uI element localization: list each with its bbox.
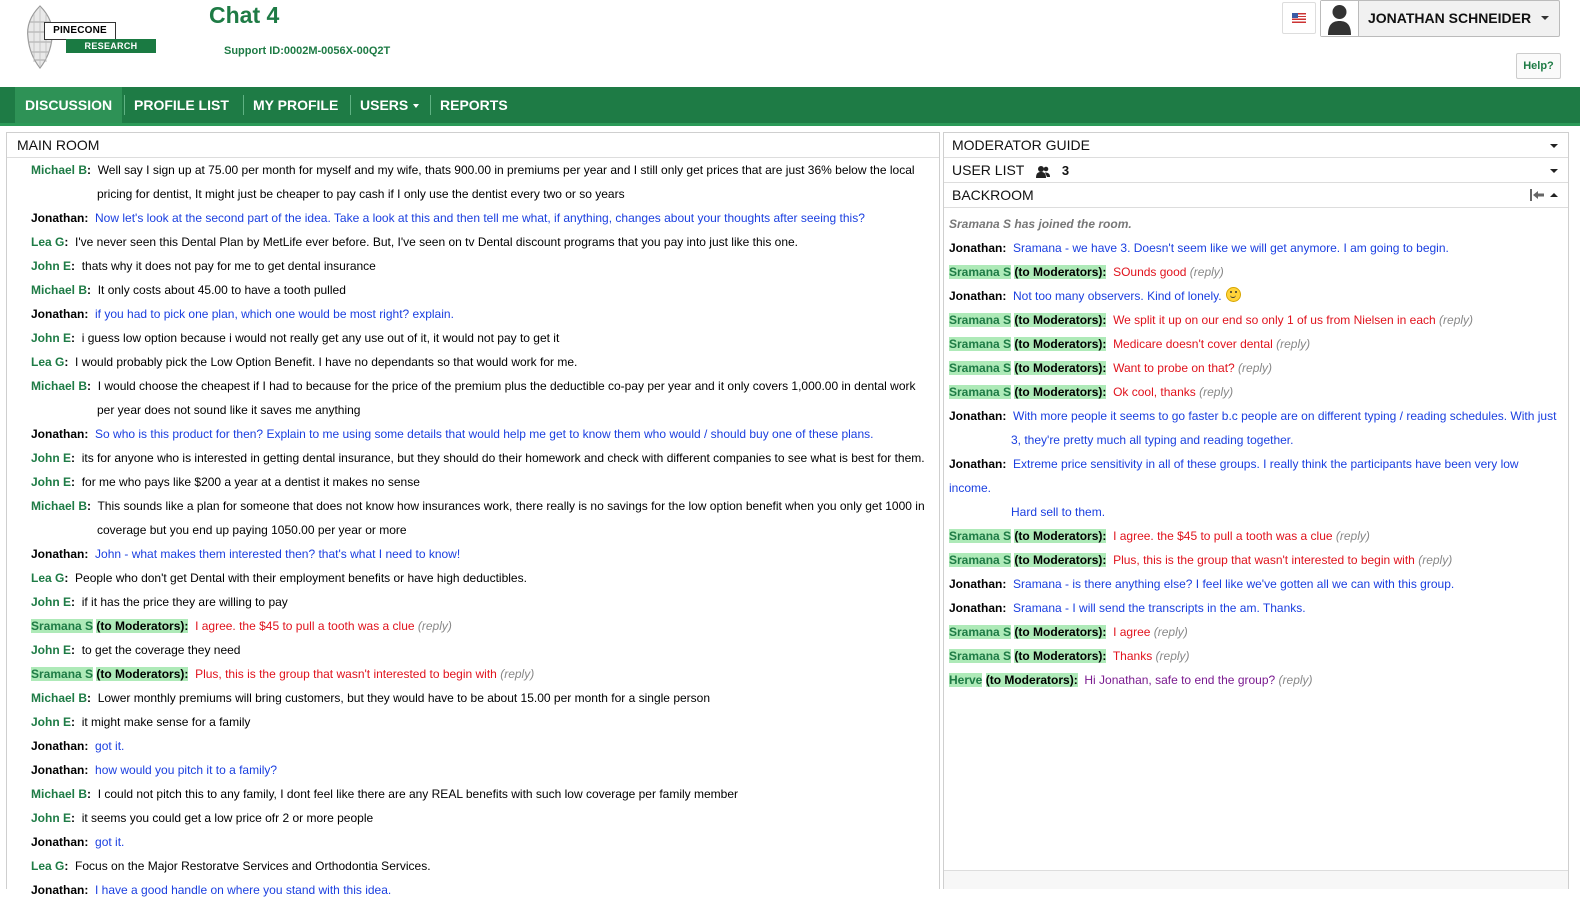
chevron-up-icon xyxy=(1550,193,1558,197)
reply-link[interactable]: (reply) xyxy=(500,667,535,681)
message-recipient: (to Moderators): xyxy=(1014,361,1107,375)
message-text-continued: coverage but you end up paying 1050.00 per year or more xyxy=(97,523,407,537)
chat-message xyxy=(949,308,1562,332)
message-text: Want to probe on that? xyxy=(1113,361,1235,375)
tab-users[interactable] xyxy=(350,87,429,123)
chat-message xyxy=(31,374,929,422)
message-recipient: (to Moderators): xyxy=(1014,337,1107,351)
message-text: for me who pays like $200 a year at a dentist it makes no sense xyxy=(81,475,420,489)
message-text: Hi Jonathan, safe to end the group? xyxy=(1084,673,1276,687)
reply-link[interactable]: (reply) xyxy=(1199,385,1234,399)
reply-link[interactable]: (reply) xyxy=(1335,529,1370,543)
message-colon: : xyxy=(87,163,92,177)
message-text: Ok cool, thanks xyxy=(1113,385,1196,399)
message-colon: : xyxy=(71,331,76,345)
chat-message xyxy=(31,686,929,710)
message-author: Lea G xyxy=(31,355,65,369)
message-text-continued: Hard sell to them. xyxy=(1011,505,1106,519)
message-text: I could not pitch this to any family, I dont feel like there are any REAL benefits with such low coverage per family member xyxy=(97,787,738,801)
message-text: Plus, this is the group that wasn't interested to begin with xyxy=(195,667,497,681)
message-recipient: (to Moderators): xyxy=(96,619,189,633)
message-text: it might make sense for a family xyxy=(81,715,251,729)
message-text: John - what makes them interested then? that's what I need to know! xyxy=(95,547,461,561)
message-text: People who don't get Dental with their employment benefits or have high deductibles. xyxy=(75,571,527,585)
us-flag-icon xyxy=(1292,13,1306,23)
right-sidebar xyxy=(943,132,1569,889)
message-text: if you had to pick one plan, which one would be most right? explain. xyxy=(95,307,454,321)
message-text: Plus, this is the group that wasn't interested to begin with xyxy=(1113,553,1415,567)
message-text: With more people it seems to go faster b.c people are on different typing / reading schedules. With just xyxy=(1013,409,1557,423)
message-text: Well say I sign up at 75.00 per month for myself and my wife, thats 900.00 in premiums per year and I still only get prices that are just 36% below the local xyxy=(97,163,915,177)
message-text: Now let's look at the second part of the idea. Take a look at this and then tell me what, if anything, changes about your thoughts after seeing this? xyxy=(95,211,865,225)
message-author: Sramana S xyxy=(949,529,1012,543)
message-colon: : xyxy=(87,499,92,513)
tab-users-label: USERS xyxy=(360,97,409,113)
message-colon: : xyxy=(87,691,92,705)
chat-message xyxy=(949,620,1562,644)
message-author: John E xyxy=(31,451,72,465)
message-recipient: (to Moderators): xyxy=(96,667,189,681)
message-colon: : xyxy=(1002,289,1007,303)
message-colon: : xyxy=(71,451,76,465)
message-author: Michael B xyxy=(31,283,88,297)
backroom-label: BACKROOM xyxy=(952,187,1034,203)
support-id: Support ID:0002M-0056X-00Q2T xyxy=(224,45,391,57)
main-room-title: MAIN ROOM xyxy=(7,133,939,158)
chat-message xyxy=(31,662,929,686)
message-colon: : xyxy=(84,763,89,777)
message-colon: : xyxy=(1002,457,1007,471)
message-colon: : xyxy=(71,643,76,657)
message-recipient: (to Moderators): xyxy=(1014,385,1107,399)
message-text: I would choose the cheapest if I had to because for the price of the premium plus the deductible co-pay per year and it only covers 1,000.00 in dental work xyxy=(97,379,916,393)
message-author: Jonathan xyxy=(31,835,85,849)
message-text: So who is this product for then? Explain to me using some details that would help me get to know them who would / should buy one of these plans. xyxy=(95,427,874,441)
chat-message xyxy=(31,734,929,758)
message-author: Michael B xyxy=(31,379,88,393)
message-author: Lea G xyxy=(31,859,65,873)
message-author: Jonathan xyxy=(949,457,1003,471)
smiley-icon xyxy=(1226,287,1241,302)
chevron-down-icon xyxy=(1541,16,1549,20)
chat-message xyxy=(949,332,1562,356)
chevron-down-icon xyxy=(1550,144,1558,148)
help-button[interactable]: Help? xyxy=(1516,53,1561,79)
message-author: Sramana S xyxy=(949,361,1012,375)
message-recipient: (to Moderators): xyxy=(1014,313,1107,327)
message-author: Jonathan xyxy=(31,307,85,321)
message-author: Herve xyxy=(949,673,983,687)
message-author: Jonathan xyxy=(31,547,85,561)
backroom-message-list xyxy=(949,236,1562,692)
message-recipient: (to Moderators): xyxy=(985,673,1078,687)
message-text: I agree xyxy=(1113,625,1151,639)
reply-link[interactable]: (reply) xyxy=(417,619,452,633)
chat-message xyxy=(949,596,1562,620)
message-author: Michael B xyxy=(31,787,88,801)
chat-message xyxy=(949,236,1562,260)
message-text: I agree. the $45 to pull a tooth was a clue xyxy=(195,619,415,633)
message-author: John E xyxy=(31,331,72,345)
message-text: I have a good handle on where you stand with this idea. xyxy=(95,883,392,897)
message-author: Sramana S xyxy=(949,313,1012,327)
message-author: Jonathan xyxy=(949,409,1003,423)
message-author: Sramana S xyxy=(949,553,1012,567)
tab-reports[interactable]: REPORTS xyxy=(440,97,508,113)
chat-message xyxy=(31,590,929,614)
chat-message xyxy=(31,254,929,278)
message-text: I've never seen this Dental Plan by MetLife ever before. But, I've seen on tv Dental discount programs that you pay into just like this one. xyxy=(75,235,799,249)
message-recipient: (to Moderators): xyxy=(1014,553,1107,567)
reply-link[interactable]: (reply) xyxy=(1155,649,1190,663)
message-text: thats why it does not pay for me to get dental insurance xyxy=(81,259,376,273)
message-text: how would you pitch it to a family? xyxy=(95,763,278,777)
message-text: We split it up on our end so only 1 of us from Nielsen in each xyxy=(1113,313,1436,327)
message-author: John E xyxy=(31,475,72,489)
reply-link[interactable]: (reply) xyxy=(1276,337,1311,351)
message-text: Not too many observers. Kind of lonely. xyxy=(1013,289,1222,303)
user-avatar-icon xyxy=(1327,3,1352,35)
message-author: Jonathan xyxy=(31,427,85,441)
user-count-badge: 3 xyxy=(1061,163,1070,178)
message-text: if it has the price they are willing to pay xyxy=(81,595,288,609)
avatar xyxy=(1321,1,1359,36)
message-recipient: (to Moderators): xyxy=(1014,625,1107,639)
tab-discussion[interactable]: DISCUSSION xyxy=(15,87,122,123)
message-colon: : xyxy=(71,259,76,273)
chat-message xyxy=(949,524,1562,548)
message-colon: : xyxy=(84,883,89,897)
chat-message xyxy=(31,638,929,662)
message-text: Extreme price sensitivity in all of these groups. I really think the participants have been very low income. xyxy=(949,457,1519,495)
message-colon: : xyxy=(84,427,89,441)
chat-message xyxy=(31,278,929,302)
chat-message xyxy=(949,548,1562,572)
message-colon: : xyxy=(1002,409,1007,423)
message-text: got it. xyxy=(95,835,125,849)
chat-message xyxy=(31,878,929,902)
chevron-down-icon xyxy=(1550,169,1558,173)
message-colon: : xyxy=(64,571,69,585)
chat-message xyxy=(31,806,929,830)
message-author: Jonathan xyxy=(31,883,85,897)
message-colon: : xyxy=(84,547,89,561)
reply-link[interactable]: (reply) xyxy=(1189,265,1224,279)
message-author: John E xyxy=(31,259,72,273)
message-author: Jonathan xyxy=(949,289,1003,303)
message-colon: : xyxy=(71,475,76,489)
message-text: its for anyone who is interested in getting dental insurance, but they should do their homework and check with different companies to see what is best for them. xyxy=(81,451,925,465)
reply-link[interactable]: (reply) xyxy=(1238,361,1273,375)
message-text: got it. xyxy=(95,739,125,753)
message-author: Jonathan xyxy=(31,763,85,777)
message-author: Michael B xyxy=(31,163,88,177)
logo-wordmark xyxy=(44,22,156,56)
message-colon: : xyxy=(84,307,89,321)
message-author: Michael B xyxy=(31,691,88,705)
message-colon: : xyxy=(87,283,92,297)
message-author: John E xyxy=(31,595,72,609)
chat-message xyxy=(949,260,1562,284)
chat-message xyxy=(949,356,1562,380)
moderator-guide-header[interactable] xyxy=(944,133,1568,158)
message-recipient: (to Moderators): xyxy=(1014,649,1107,663)
message-author: John E xyxy=(31,811,72,825)
page-title: Chat 4 xyxy=(209,2,280,28)
user-list-label: USER LIST xyxy=(952,162,1025,178)
chat-message xyxy=(31,614,929,638)
message-author: Lea G xyxy=(31,571,65,585)
message-colon: : xyxy=(64,859,69,873)
message-colon: : xyxy=(84,739,89,753)
chat-message xyxy=(31,494,929,542)
message-colon: : xyxy=(64,235,69,249)
message-colon: : xyxy=(1002,241,1007,255)
language-button[interactable] xyxy=(1282,2,1316,34)
chat-message xyxy=(31,422,929,446)
chat-message xyxy=(31,470,929,494)
backroom-messages[interactable] xyxy=(944,208,1568,692)
message-author: Jonathan xyxy=(949,601,1003,615)
message-text-continued: per year does not sound like it saves me anything xyxy=(97,403,361,417)
main-room-panel xyxy=(6,132,940,897)
reply-link[interactable]: (reply) xyxy=(1153,625,1188,639)
chevron-down-icon xyxy=(413,104,419,108)
message-author: Jonathan xyxy=(949,241,1003,255)
message-text: i guess low option because i would not really get any use out of it, it would not pay to get it xyxy=(81,331,560,345)
user-menu-button[interactable] xyxy=(1320,0,1560,37)
message-text: Focus on the Major Restoratve Services and Orthodontia Services. xyxy=(75,859,431,873)
message-colon: : xyxy=(87,379,92,393)
message-text: Sramana - we have 3. Doesn't seem like we will get anymore. I am going to begin. xyxy=(1013,241,1449,255)
message-text: to get the coverage they need xyxy=(81,643,241,657)
chat-message xyxy=(31,542,929,566)
message-colon: : xyxy=(71,715,76,729)
message-text: I would probably pick the Low Option Benefit. I have no dependants so that would work for me. xyxy=(75,355,578,369)
message-colon: : xyxy=(87,787,92,801)
message-text-continued: pricing for dentist, It might just be cheaper to pay cash if I only use the dentist every two or so years xyxy=(97,187,625,201)
backroom-header[interactable] xyxy=(944,183,1568,208)
message-recipient: (to Moderators): xyxy=(1014,529,1107,543)
moderator-guide-label: MODERATOR GUIDE xyxy=(952,137,1090,153)
message-author: Michael B xyxy=(31,499,88,513)
message-author: Sramana S xyxy=(31,667,94,681)
reply-link[interactable]: (reply) xyxy=(1278,673,1313,687)
reply-link[interactable]: (reply) xyxy=(1418,553,1453,567)
message-text-continued: 3, they're pretty much all typing and reading together. xyxy=(1011,433,1294,447)
logo-text-top: PINECONE xyxy=(44,22,116,40)
chat-message xyxy=(31,446,929,470)
chat-message xyxy=(31,158,929,206)
chat-message xyxy=(31,302,929,326)
message-author: Sramana S xyxy=(949,649,1012,663)
message-author: Jonathan xyxy=(949,577,1003,591)
message-author: Sramana S xyxy=(949,385,1012,399)
message-author: Sramana S xyxy=(949,625,1012,639)
tab-my-profile[interactable]: MY PROFILE xyxy=(253,97,339,113)
message-text: it seems you could get a low price ofr 2 or more people xyxy=(81,811,374,825)
message-author: Lea G xyxy=(31,235,65,249)
message-text: Medicare doesn't cover dental xyxy=(1113,337,1273,351)
message-text: This sounds like a plan for someone that does not know how insurances work, there really is no savings for the low option benefit when you only get 1000 in xyxy=(97,499,925,513)
chat-message xyxy=(31,830,929,854)
chat-message xyxy=(31,566,929,590)
message-colon: : xyxy=(1002,601,1007,615)
chat-message xyxy=(949,380,1562,404)
message-text: It only costs about 45.00 to have a tooth pulled xyxy=(97,283,346,297)
chat-message xyxy=(949,452,1562,524)
message-author: Jonathan xyxy=(31,211,85,225)
system-note: Sramana S has joined the room. xyxy=(949,217,1132,231)
message-author: Sramana S xyxy=(31,619,94,633)
chat-message xyxy=(31,758,929,782)
chat-message xyxy=(31,854,929,878)
backroom-input-area[interactable] xyxy=(944,870,1568,889)
reply-link[interactable]: (reply) xyxy=(1439,313,1474,327)
chat-message xyxy=(949,572,1562,596)
chat-message xyxy=(31,230,929,254)
message-author: John E xyxy=(31,715,72,729)
user-name: JONATHAN SCHNEIDER xyxy=(1368,10,1532,26)
message-author: Sramana S xyxy=(949,265,1012,279)
message-text: Sramana - is there anything else? I feel like we've gotten all we can with this group. xyxy=(1013,577,1455,591)
message-text: Lower monthly premiums will bring customers, but they would have to be about 15.00 per month for a single person xyxy=(97,691,711,705)
users-icon xyxy=(1036,165,1050,178)
main-nav xyxy=(0,87,1580,126)
message-text: Thanks xyxy=(1112,649,1153,663)
message-author: John E xyxy=(31,643,72,657)
chat-message xyxy=(31,206,929,230)
message-colon: : xyxy=(84,835,89,849)
chat-message xyxy=(949,284,1562,308)
message-colon: : xyxy=(71,595,76,609)
message-text: I agree. the $45 to pull a tooth was a clue xyxy=(1113,529,1333,543)
chat-message xyxy=(31,326,929,350)
message-author: Sramana S xyxy=(949,337,1012,351)
message-author: Jonathan xyxy=(31,739,85,753)
pinecone-logo[interactable] xyxy=(18,4,143,70)
message-colon: : xyxy=(84,211,89,225)
message-colon: : xyxy=(71,811,76,825)
tab-profile-list[interactable]: PROFILE LIST xyxy=(134,97,229,113)
main-room-messages[interactable] xyxy=(7,158,939,902)
chat-message xyxy=(949,404,1562,452)
chat-message xyxy=(949,668,1562,692)
message-colon: : xyxy=(64,355,69,369)
message-colon: : xyxy=(1002,577,1007,591)
logo-text-bottom: RESEARCH xyxy=(66,39,156,53)
pin-left-icon[interactable] xyxy=(1530,189,1544,201)
user-list-header[interactable] xyxy=(944,158,1568,183)
message-text: SOunds good xyxy=(1113,265,1187,279)
chat-message xyxy=(31,782,929,806)
chat-message xyxy=(31,710,929,734)
chat-message xyxy=(949,644,1562,668)
message-recipient: (to Moderators): xyxy=(1014,265,1107,279)
message-text: Sramana - I will send the transcripts in the am. Thanks. xyxy=(1013,601,1306,615)
chat-message xyxy=(31,350,929,374)
app-header xyxy=(0,0,1580,87)
